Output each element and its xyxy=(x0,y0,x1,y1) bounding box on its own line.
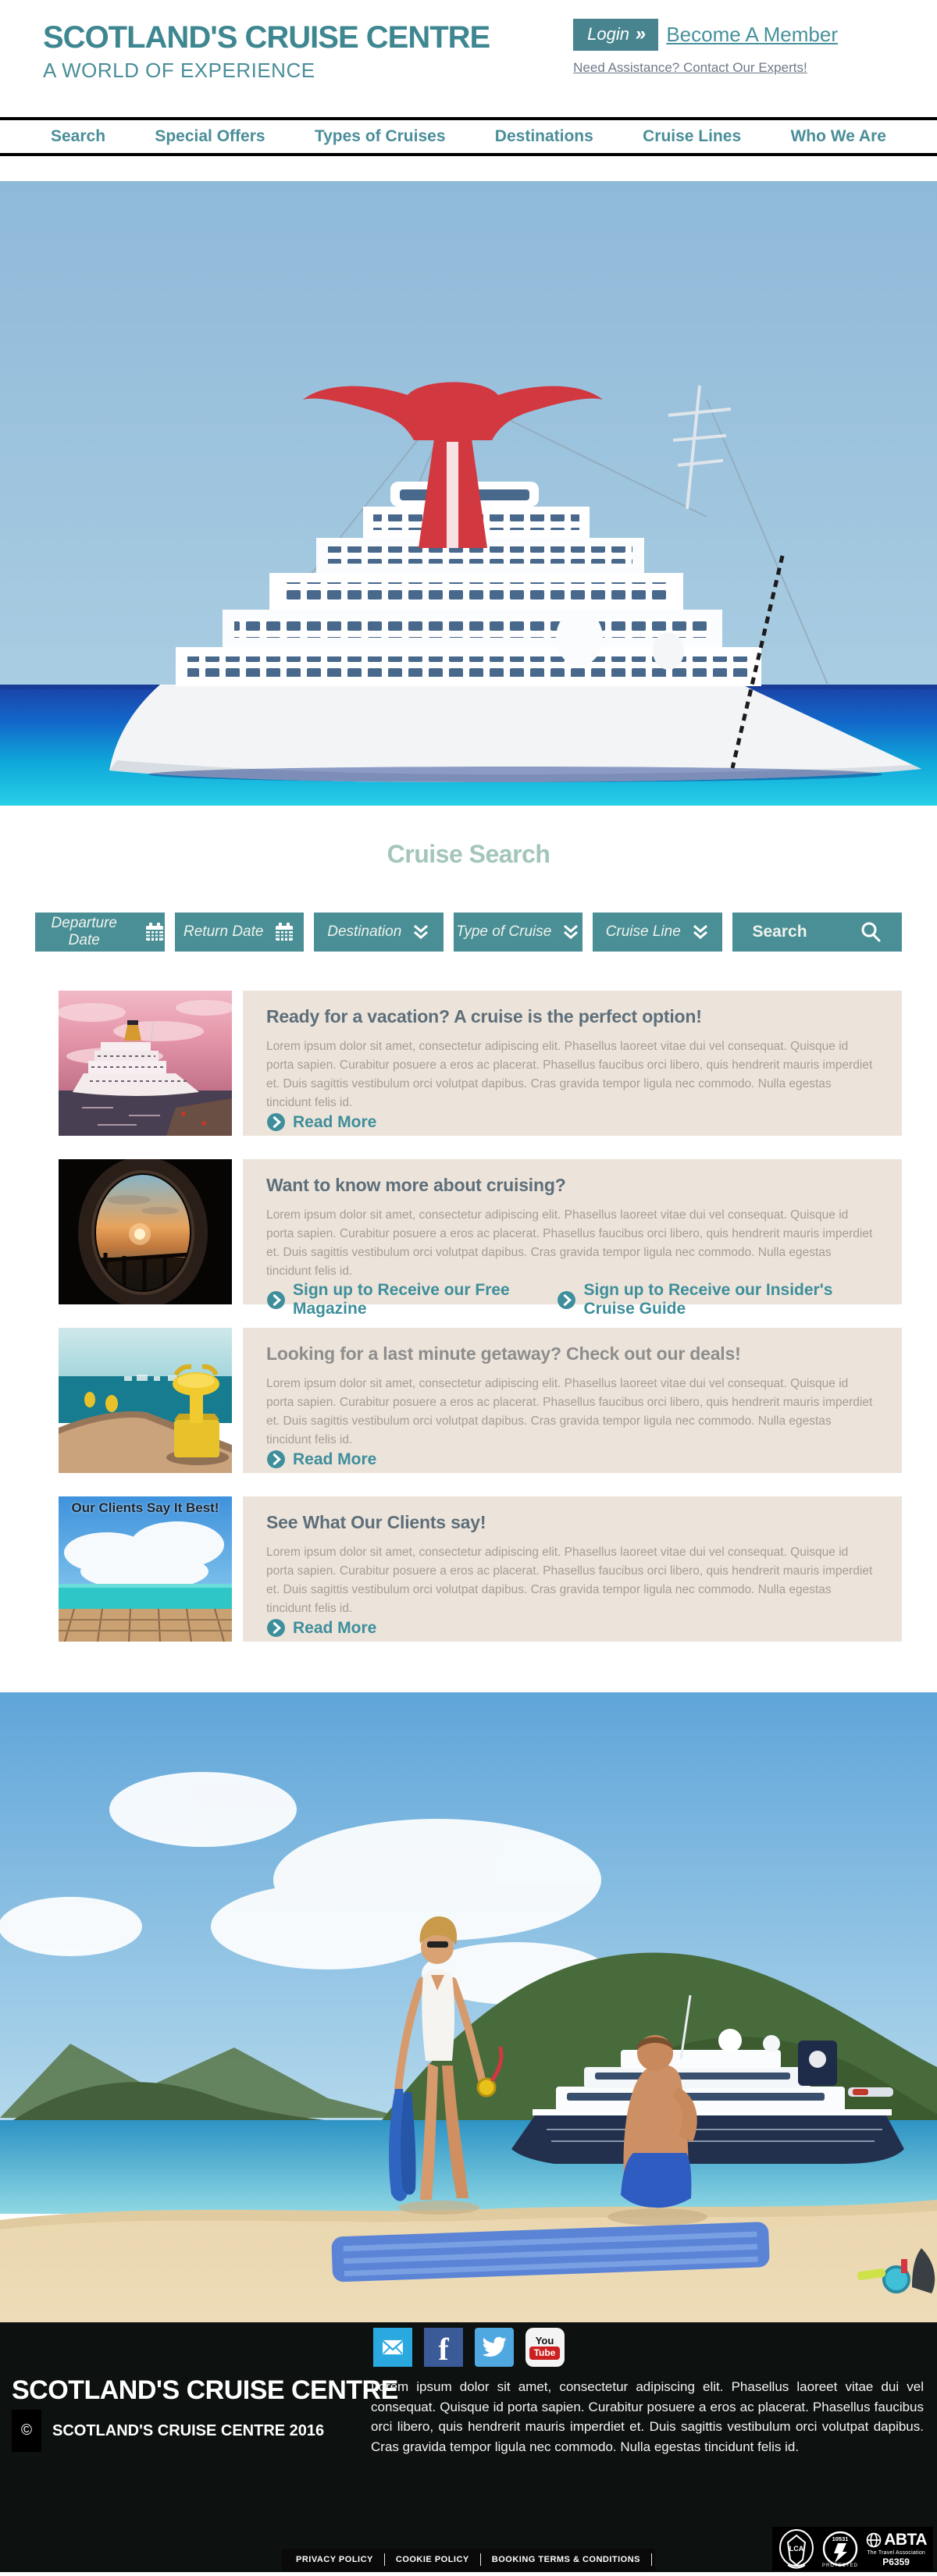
chevron-double-down-icon xyxy=(562,923,579,941)
cruise-search-section xyxy=(0,806,937,952)
vacation-heading: Ready for a vacation? A cruise is the perfect option! xyxy=(266,1006,702,1026)
double-chevron-right-icon: » xyxy=(634,23,648,44)
svg-text:10531: 10531 xyxy=(832,2535,849,2542)
chevron-double-down-icon xyxy=(412,923,429,941)
svg-text:f: f xyxy=(437,2332,449,2364)
cruise-search-filters xyxy=(0,913,937,952)
last-minute-body: Lorem ipsum dolor sit amet, consectetur adipiscing elit. Phasellus laoreet vitae dui vel consequat. Quisque id porta sapien. Curabitur posuere a eros ac placerat. Phasellus faucibus orci libero, quis hendrerit mauris imperdiet et. Duis sagittis vestibulum orci volutpat dapibus. Cras gravida tempor ligula nec commodo. Nulla egestas tincidunt felis id. xyxy=(266,1377,873,1447)
footer-description: Lorem ipsum dolor sit amet, consectetur adipiscing elit. Phasellus laoreet vitae dui vel consequat. Quisque id porta sapien. Curabitur posuere a eros ac placerat. Phasellus faucibus orci libero, quis hendrerit mauris imperdiet et. Duis sagittis vestibulum orci volutpat dapibus. Cras gravida tempor ligula nec commodo. Nulla egestas tincidunt felis id. xyxy=(371,2379,924,2454)
brand-title: SCOTLAND'S CRUISE CENTRE xyxy=(43,20,490,55)
clients-beach-image xyxy=(59,1496,232,1642)
nav-item-special-offers[interactable]: Special Offers xyxy=(155,127,265,145)
search-submit-button[interactable]: Search xyxy=(732,913,903,952)
nav-item-destinations[interactable]: Destinations xyxy=(494,127,593,145)
brand-logo xyxy=(43,20,490,83)
last-minute-heading: Looking for a last minute getaway? Check out our deals! xyxy=(266,1343,741,1364)
read-more-link[interactable]: Read More xyxy=(266,1618,376,1638)
calendar-icon xyxy=(274,922,294,942)
return-date-button[interactable]: Return Date xyxy=(175,913,305,952)
svg-text:PROTECTED: PROTECTED xyxy=(821,2564,858,2568)
main-nav xyxy=(0,117,937,156)
content-row-last-minute xyxy=(59,1328,902,1473)
copyright-icon: © xyxy=(12,2410,41,2452)
nav-item-search[interactable]: Search xyxy=(51,127,106,145)
footer-brand-title: SCOTLAND'S CRUISE CENTRE xyxy=(12,2375,398,2405)
vacation-body: Lorem ipsum dolor sit amet, consectetur adipiscing elit. Phasellus laoreet vitae dui vel consequat. Quisque id porta sapien. Curabitur posuere a eros ac placerat. Phasellus faucibus orci libero, quis hendrerit mauris imperdiet et. Duis sagittis vestibulum orci volutpat dapibus. Cras gravida tempor ligula nec commodo. Nulla egestas tincidunt felis id. xyxy=(266,1040,873,1110)
hero-illustration xyxy=(0,181,937,806)
lca-badge-icon xyxy=(778,2528,814,2570)
chevron-right-circle-icon xyxy=(266,1618,286,1638)
atol-protected-badge-icon xyxy=(822,2528,858,2570)
chevron-right-circle-icon xyxy=(266,1112,286,1132)
cruising-info-body: Lorem ipsum dolor sit amet, consectetur adipiscing elit. Phasellus laoreet vitae dui vel consequat. Quisque id porta sapien. Curabitur posuere a eros ac placerat. Phasellus faucibus orci libero, quis hendrerit mauris imperdiet et. Duis sagittis vestibulum orci volutpat dapibus. Cras gravida tempor ligula nec commodo. Nulla egestas tincidunt felis id. xyxy=(266,1208,873,1279)
cruise-search-title: Cruise Search xyxy=(387,840,550,868)
svg-text:LCA: LCA xyxy=(789,2545,804,2553)
nav-item-cruise-lines[interactable]: Cruise Lines xyxy=(643,127,742,145)
hero-cruise-ship-image xyxy=(0,181,937,806)
content-rows xyxy=(0,991,937,1642)
chevron-right-circle-icon xyxy=(266,1290,286,1310)
globe-icon xyxy=(865,2532,882,2549)
nav-item-types-of-cruises[interactable]: Types of Cruises xyxy=(314,127,446,145)
signup-magazine-link[interactable]: Sign up to Receive our Free Magazine xyxy=(266,1281,536,1318)
social-icons xyxy=(0,2328,937,2367)
contact-experts-link[interactable]: Need Assistance? Contact Our Experts! xyxy=(573,60,807,75)
signup-cruise-guide-link[interactable]: Sign up to Receive our Insider's Cruise Guide xyxy=(557,1281,878,1318)
twitter-icon[interactable] xyxy=(475,2328,514,2367)
read-more-link[interactable]: Read More xyxy=(266,1112,376,1132)
destination-dropdown[interactable]: Destination xyxy=(314,913,444,952)
cruising-info-heading: Want to know more about cruising? xyxy=(266,1175,566,1195)
facebook-icon[interactable] xyxy=(424,2328,463,2367)
content-row-vacation xyxy=(59,991,902,1136)
youtube-icon[interactable]: You Tube xyxy=(526,2328,565,2367)
footer xyxy=(0,2322,937,2572)
cruising-info-panel xyxy=(243,1159,902,1318)
become-member-link[interactable]: Become A Member xyxy=(666,23,838,46)
chevron-right-circle-icon xyxy=(557,1290,576,1310)
chevron-right-circle-icon xyxy=(266,1450,286,1469)
vacation-panel xyxy=(243,991,902,1136)
beach-couple-image xyxy=(0,1692,937,2322)
login-button[interactable] xyxy=(573,19,658,51)
type-of-cruise-dropdown[interactable]: Type of Cruise xyxy=(454,913,583,952)
email-icon[interactable] xyxy=(373,2328,412,2367)
header-right xyxy=(573,19,838,76)
last-minute-panel xyxy=(243,1328,902,1473)
brand-tagline: A WORLD OF EXPERIENCE xyxy=(43,59,315,82)
content-row-clients xyxy=(59,1496,902,1642)
login-label: Login xyxy=(587,24,629,44)
read-more-link[interactable]: Read More xyxy=(266,1450,376,1469)
calendar-icon xyxy=(144,922,165,942)
clients-heading: See What Our Clients say! xyxy=(266,1512,486,1532)
porthole-sunset-image xyxy=(59,1159,232,1304)
accreditation-badges xyxy=(772,2527,933,2571)
chevron-double-down-icon xyxy=(692,923,709,941)
sunset-ship-image xyxy=(59,991,232,1136)
content-row-cruising-info xyxy=(59,1159,902,1318)
booking-terms-link[interactable]: BOOKING TERMS & CONDITIONS xyxy=(481,2553,652,2566)
clients-panel xyxy=(243,1496,902,1642)
abta-badge: ABTA The Travel Association P6359 xyxy=(867,2531,927,2567)
clients-image-caption: Our Clients Say It Best! xyxy=(71,1500,219,1515)
cookie-policy-link[interactable]: COOKIE POLICY xyxy=(385,2553,481,2566)
magnifier-icon xyxy=(860,921,882,943)
clients-body: Lorem ipsum dolor sit amet, consectetur adipiscing elit. Phasellus laoreet vitae dui vel consequat. Quisque id porta sapien. Curabitur posuere a eros ac placerat. Phasellus faucibus orci libero, quis hendrerit mauris imperdiet et. Duis sagittis vestibulum orci volutpat dapibus. Cras gravida tempor ligula nec commodo. Nulla egestas tincidunt felis id. xyxy=(266,1546,873,1616)
cruise-line-dropdown[interactable]: Cruise Line xyxy=(593,913,722,952)
nav-item-who-we-are[interactable]: Who We Are xyxy=(790,127,886,145)
footer-copyright: © SCOTLAND'S CRUISE CENTRE 2016 xyxy=(12,2410,324,2452)
departure-date-button[interactable]: Departure Date xyxy=(35,913,165,952)
header xyxy=(0,0,937,117)
dock-bollard-image xyxy=(59,1328,232,1473)
privacy-policy-link[interactable]: PRIVACY POLICY xyxy=(285,2553,385,2566)
